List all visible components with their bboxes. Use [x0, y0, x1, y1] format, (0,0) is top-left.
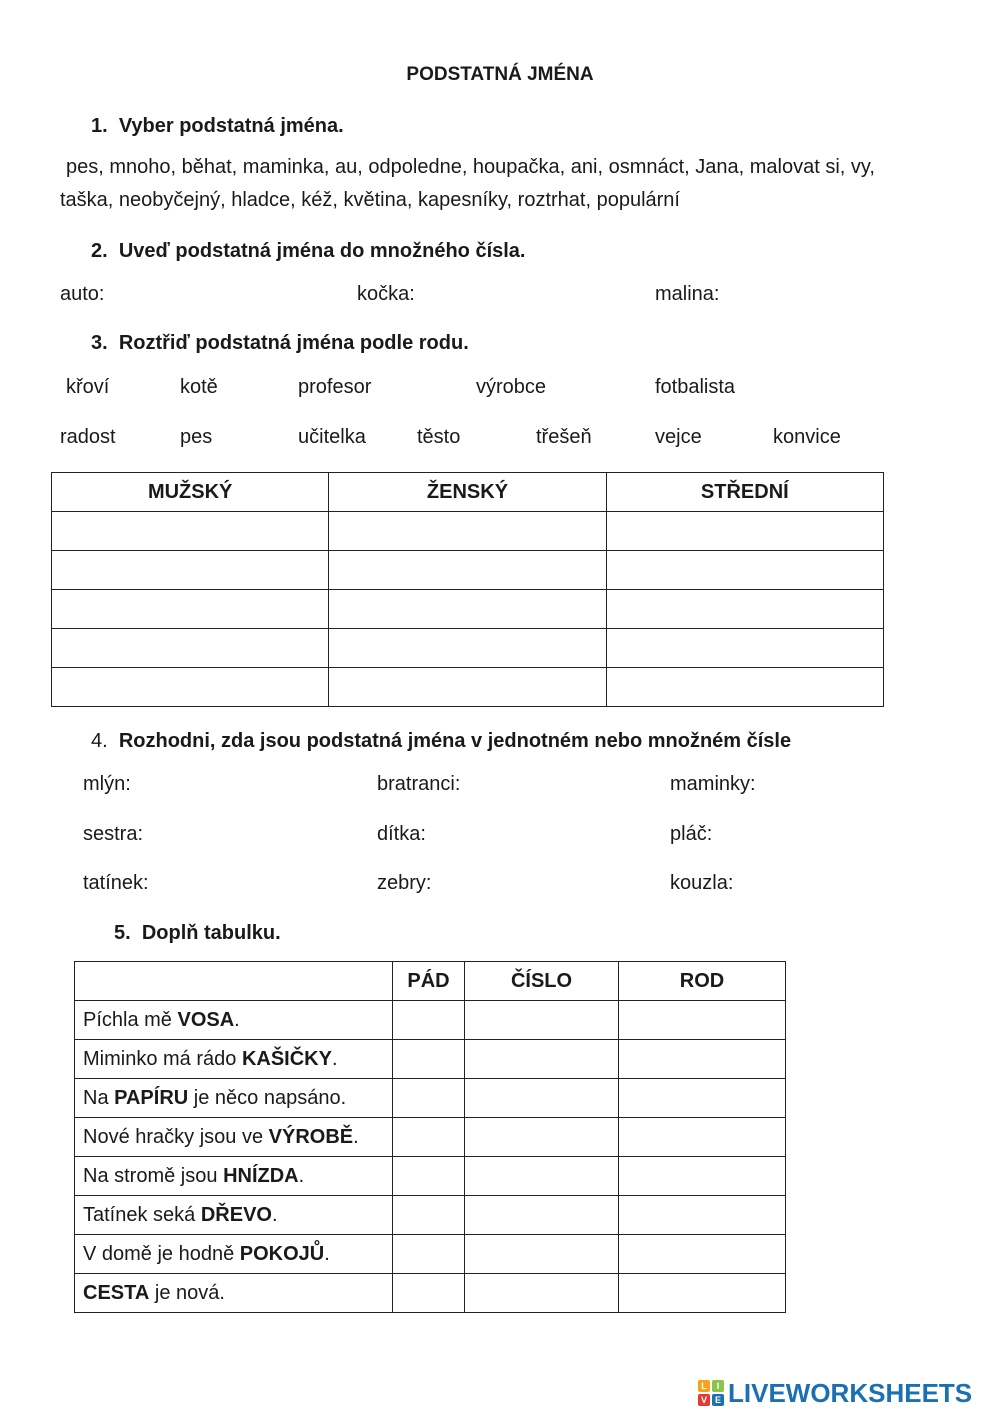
cislo-cell[interactable] — [465, 1079, 619, 1118]
table-row — [75, 1157, 786, 1196]
header-zensky: ŽENSKÝ — [329, 473, 606, 512]
sentence-noun: HNÍZDA — [223, 1164, 299, 1187]
logo-text: LIVEWORKSHEETS — [728, 1377, 973, 1408]
answer-cell[interactable] — [329, 590, 606, 629]
task5-heading — [114, 922, 281, 945]
answer-cell[interactable] — [52, 512, 329, 551]
table-row — [52, 512, 884, 551]
task4-item: zebry: — [377, 872, 432, 894]
table-row — [75, 1235, 786, 1274]
sentence-text: Na stromě jsou — [83, 1164, 224, 1187]
table-row — [52, 551, 884, 590]
task4-heading-text: Rozhodni, zda jsou podstatná jména v jednotném nebo množném čísle — [118, 730, 792, 752]
sentence-noun: VOSA — [177, 1008, 235, 1031]
table-row — [52, 668, 884, 707]
task4-item: sestra: — [83, 823, 144, 845]
rod-cell[interactable] — [619, 1001, 786, 1040]
sentence-cell — [75, 1118, 393, 1157]
rod-cell[interactable] — [619, 1040, 786, 1079]
cislo-cell[interactable] — [465, 1196, 619, 1235]
answer-cell[interactable] — [606, 590, 883, 629]
task4-item: mlýn: — [83, 773, 131, 795]
pad-cell[interactable] — [393, 1274, 465, 1313]
rod-cell[interactable] — [619, 1235, 786, 1274]
task3-word: výrobce — [476, 376, 547, 398]
sentence-text: je nová. — [149, 1281, 225, 1304]
task5-number: 5. — [114, 922, 131, 944]
sentence-cell — [75, 1040, 393, 1079]
cislo-cell[interactable] — [465, 1040, 619, 1079]
rod-cell[interactable] — [619, 1118, 786, 1157]
sentence-text: Na — [83, 1086, 115, 1109]
header-stredni: STŘEDNÍ — [606, 473, 883, 512]
cislo-cell[interactable] — [465, 1157, 619, 1196]
task3-word: radost — [60, 426, 116, 448]
table-row — [75, 1079, 786, 1118]
header-sentence — [75, 962, 393, 1001]
task3-word: křoví — [66, 376, 110, 398]
task3-heading — [91, 332, 469, 355]
sentence-cell — [75, 1274, 393, 1313]
task2-item-kocka: kočka: — [357, 283, 415, 305]
sentence-noun: CESTA — [83, 1281, 150, 1304]
table-row — [75, 1040, 786, 1079]
sentence-noun: DŘEVO — [200, 1203, 272, 1226]
task1-heading-text: Vyber podstatná jména. — [118, 115, 344, 137]
pad-cell[interactable] — [393, 1196, 465, 1235]
sentence-text: V domě je hodně — [83, 1242, 240, 1265]
header-pad: PÁD — [393, 962, 465, 1001]
task4-heading — [91, 730, 791, 753]
task1-words-line2: taška, neobyčejný, hladce, kéž, květina, kapesníky, roztrhat, populární — [60, 189, 680, 211]
sentence-text: . — [298, 1164, 305, 1187]
sentence-noun: VÝROBĚ — [268, 1125, 354, 1148]
task2-item-auto: auto: — [60, 283, 105, 305]
task3-word: pes — [180, 426, 213, 448]
answer-cell[interactable] — [329, 668, 606, 707]
task4-item: maminky: — [670, 773, 756, 795]
task1-heading — [91, 115, 344, 138]
sentence-text: je něco napsáno. — [188, 1086, 347, 1109]
sentence-text: Tatínek seká — [83, 1203, 201, 1226]
cislo-cell[interactable] — [465, 1235, 619, 1274]
pad-cell[interactable] — [393, 1157, 465, 1196]
header-cislo: ČÍSLO — [465, 962, 619, 1001]
table-header-row — [75, 962, 786, 1001]
answer-cell[interactable] — [52, 551, 329, 590]
task3-word: fotbalista — [655, 376, 736, 398]
task2-heading-text: Uveď podstatná jména do množného čísla. — [118, 240, 526, 262]
answer-cell[interactable] — [329, 512, 606, 551]
table-row — [75, 1001, 786, 1040]
cislo-cell[interactable] — [465, 1274, 619, 1313]
sentence-noun: POKOJŮ — [239, 1242, 325, 1265]
table-row — [52, 590, 884, 629]
fill-table — [74, 961, 786, 1313]
answer-cell[interactable] — [606, 629, 883, 668]
liveworksheets-logo[interactable] — [698, 1377, 972, 1409]
table-header-row — [52, 473, 884, 512]
task3-heading-text: Roztřiď podstatná jména podle rodu. — [118, 332, 469, 354]
task2-heading — [91, 240, 525, 263]
task5-heading-text: Doplň tabulku. — [141, 922, 281, 944]
logo-square: E — [712, 1394, 724, 1406]
task4-number: 4. — [91, 730, 108, 752]
rod-cell[interactable] — [619, 1079, 786, 1118]
task4-item: kouzla: — [670, 872, 734, 894]
sentence-text: . — [324, 1242, 330, 1265]
task3-word: kotě — [180, 376, 218, 398]
answer-cell[interactable] — [52, 590, 329, 629]
sentence-text: Miminko má rádo — [83, 1047, 242, 1070]
task4-item: pláč: — [670, 823, 713, 845]
pad-cell[interactable] — [393, 1001, 465, 1040]
logo-square: V — [698, 1394, 710, 1406]
task2-item-malina: malina: — [655, 283, 720, 305]
sentence-text: . — [234, 1008, 240, 1031]
task2-number: 2. — [91, 240, 108, 262]
task4-item: tatínek: — [83, 872, 149, 894]
logo-icon — [698, 1380, 724, 1406]
pad-cell[interactable] — [393, 1040, 465, 1079]
table-row — [52, 629, 884, 668]
sentence-cell — [75, 1157, 393, 1196]
sentence-text: . — [331, 1047, 338, 1070]
cislo-cell[interactable] — [465, 1001, 619, 1040]
pad-cell[interactable] — [393, 1118, 465, 1157]
table-row — [75, 1118, 786, 1157]
answer-cell[interactable] — [52, 629, 329, 668]
task4-item: bratranci: — [377, 773, 461, 795]
task3-word: vejce — [655, 426, 702, 448]
sentence-text: Nové hračky jsou ve — [83, 1125, 269, 1148]
pad-cell[interactable] — [393, 1079, 465, 1118]
task4-item: dítka: — [377, 823, 426, 845]
gender-table — [51, 472, 884, 707]
rod-cell[interactable] — [619, 1274, 786, 1313]
answer-cell[interactable] — [606, 512, 883, 551]
rod-cell[interactable] — [619, 1157, 786, 1196]
logo-square: L — [698, 1380, 710, 1392]
sentence-cell — [75, 1079, 393, 1118]
sentence-text: . — [271, 1203, 278, 1226]
table-row — [75, 1196, 786, 1235]
task3-word: konvice — [773, 426, 841, 448]
task3-word: třešeň — [536, 426, 592, 448]
sentence-cell — [75, 1001, 393, 1040]
sentence-noun: KAŠIČKY — [241, 1047, 332, 1070]
sentence-cell — [75, 1196, 393, 1235]
answer-cell[interactable] — [606, 668, 883, 707]
task3-word: těsto — [417, 426, 461, 448]
task1-number: 1. — [91, 115, 108, 137]
answer-cell[interactable] — [329, 629, 606, 668]
answer-cell[interactable] — [52, 668, 329, 707]
answer-cell[interactable] — [606, 551, 883, 590]
logo-square: I — [712, 1380, 724, 1392]
header-rod: ROD — [619, 962, 786, 1001]
sentence-text: . — [353, 1125, 359, 1148]
task1-words-line1: pes, mnoho, běhat, maminka, au, odpoledne, houpačka, ani, osmnáct, Jana, malovat si, vy, — [66, 156, 875, 178]
pad-cell[interactable] — [393, 1235, 465, 1274]
rod-cell[interactable] — [619, 1196, 786, 1235]
answer-cell[interactable] — [329, 551, 606, 590]
cislo-cell[interactable] — [465, 1118, 619, 1157]
page-title: PODSTATNÁ JMÉNA — [406, 64, 594, 85]
task3-word: profesor — [298, 376, 372, 398]
sentence-cell — [75, 1235, 393, 1274]
task3-number: 3. — [91, 332, 108, 354]
task3-word: učitelka — [298, 426, 366, 448]
table-row — [75, 1274, 786, 1313]
header-muzsky: MUŽSKÝ — [52, 473, 329, 512]
sentence-text: Píchla mě — [83, 1008, 178, 1031]
sentence-noun: PAPÍRU — [114, 1086, 189, 1109]
